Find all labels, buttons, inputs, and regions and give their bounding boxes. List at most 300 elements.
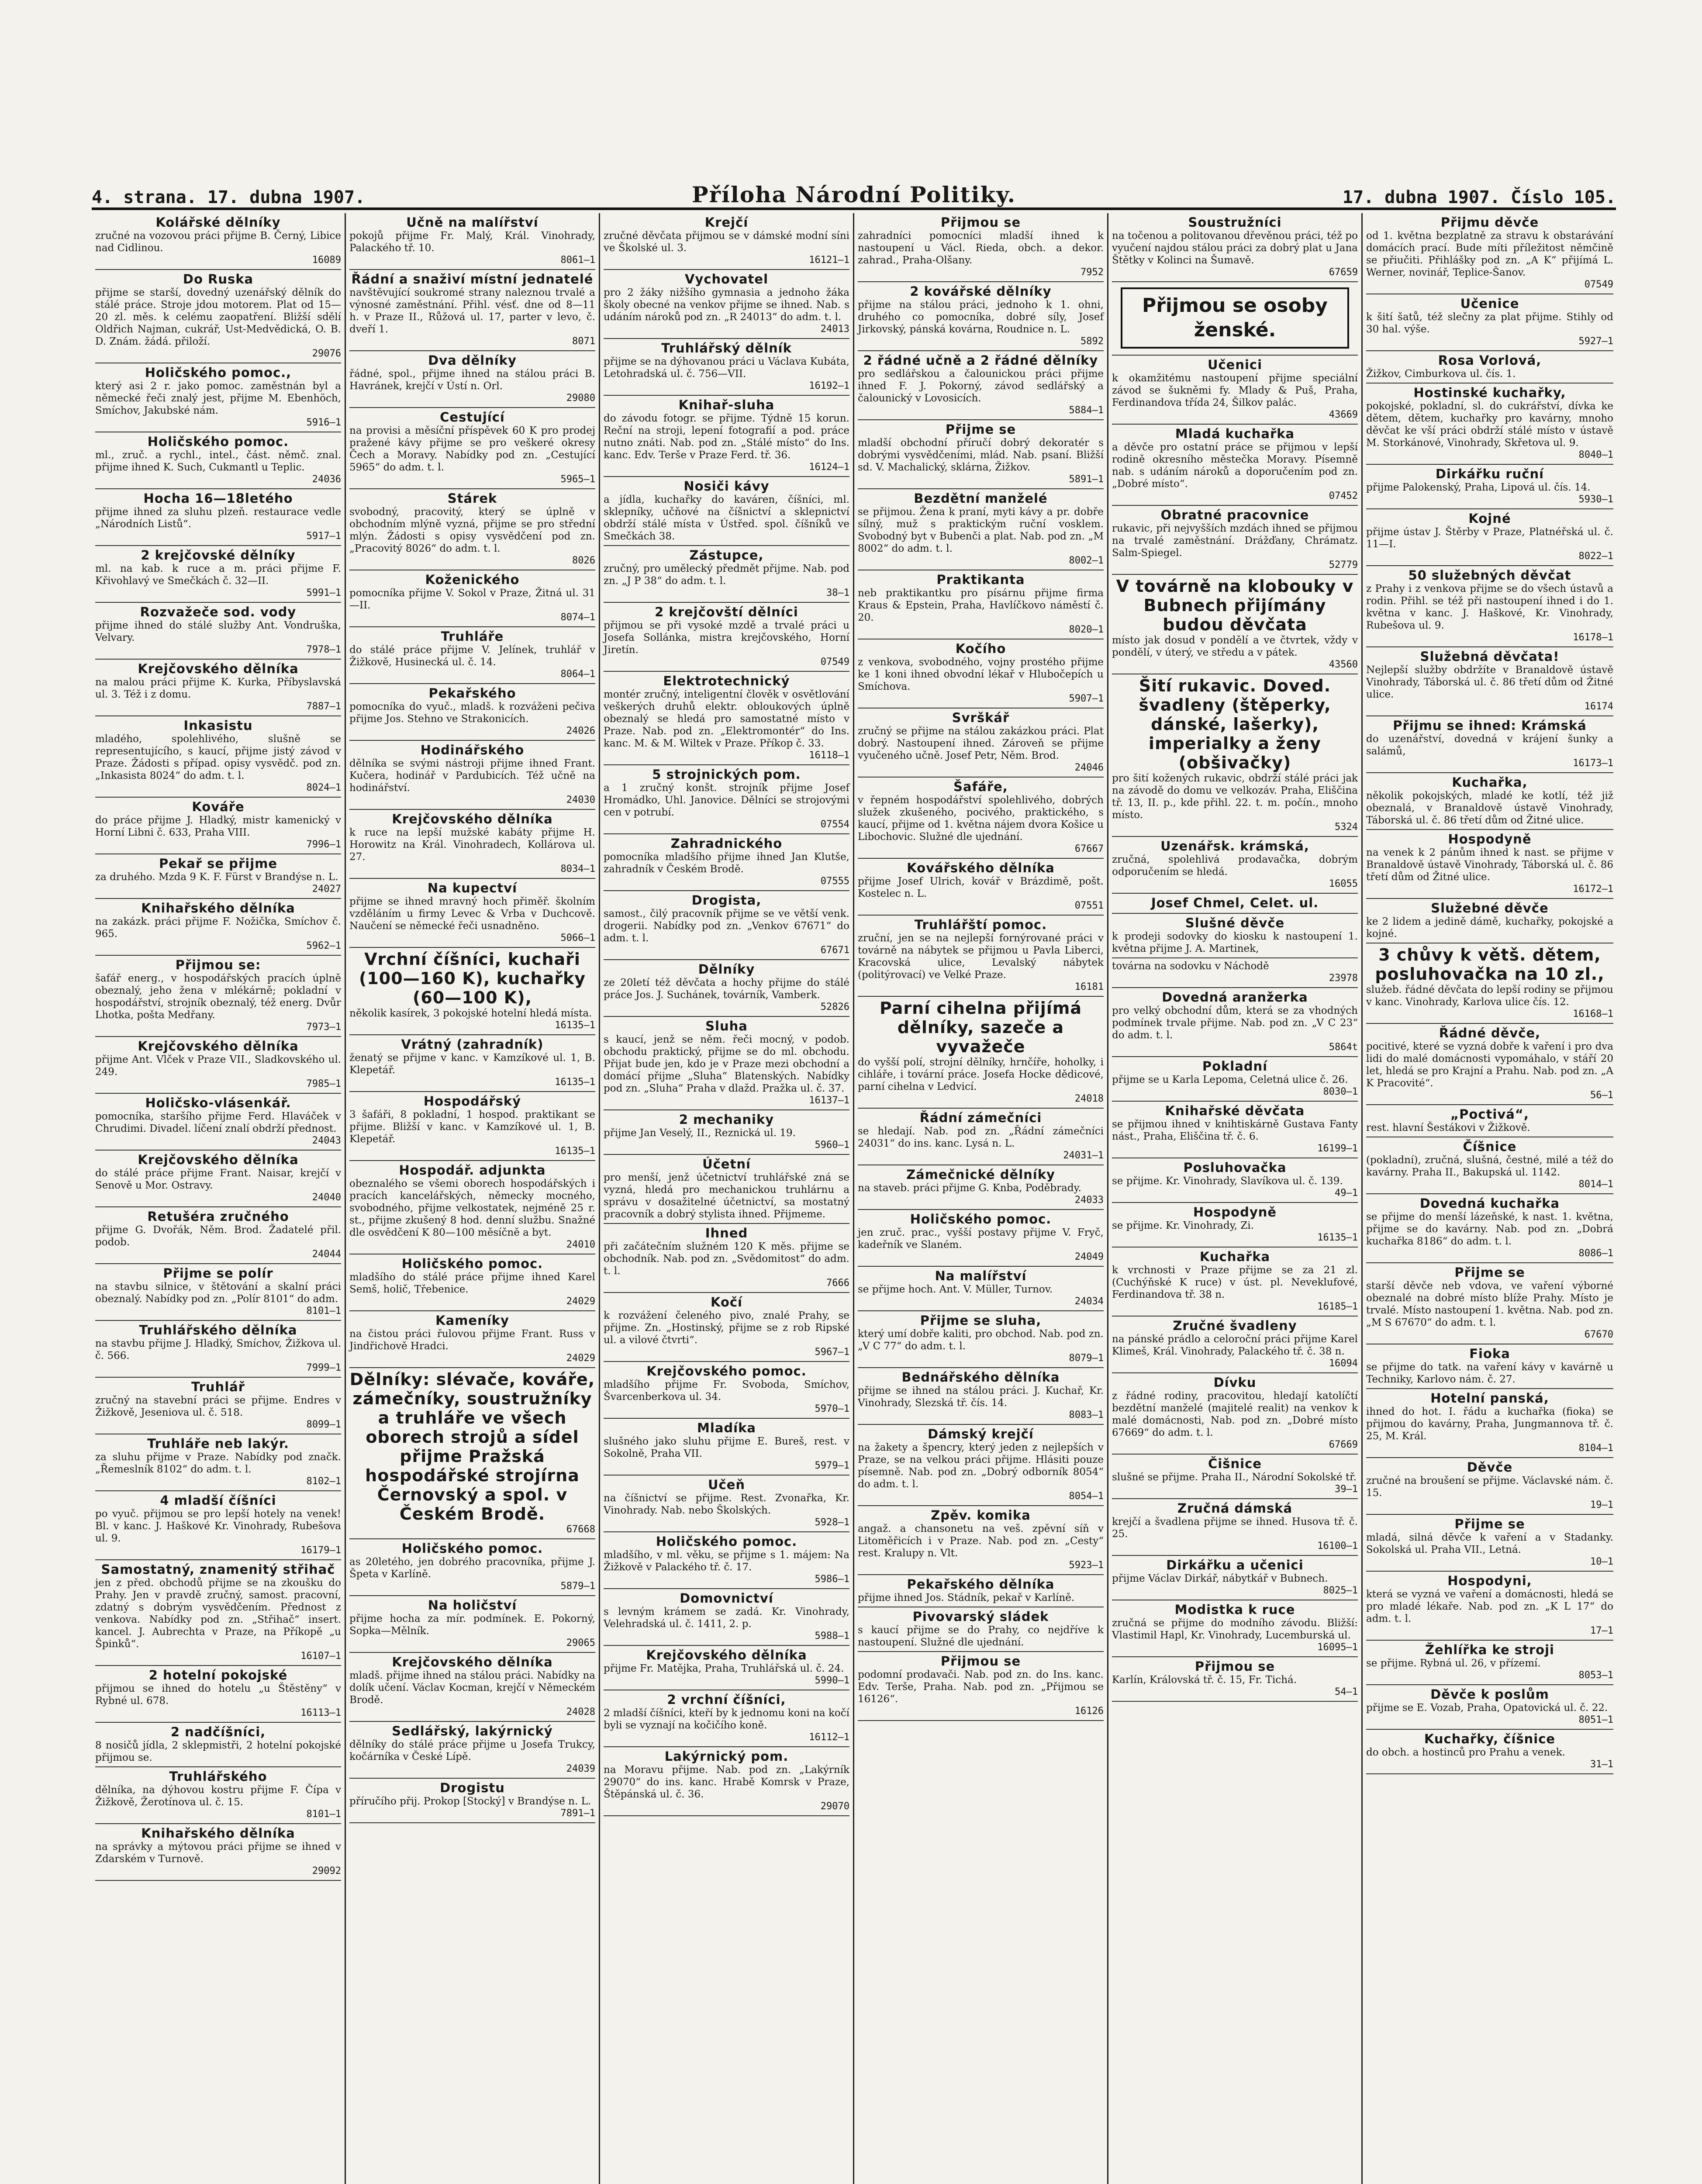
classified-ad xyxy=(604,1224,849,1293)
ad-code: 5979—1 xyxy=(815,1460,849,1471)
ad-heading: Učeň xyxy=(708,1477,746,1492)
ad-heading: Holičského pomoc. xyxy=(910,1212,1052,1227)
ad-code: 16089 xyxy=(312,255,341,266)
classified-ad xyxy=(349,408,595,489)
classified-ad xyxy=(858,1425,1104,1506)
ad-text: (pokladní), zručná, slušná, čestné, milé a též do kavárny. Praha II., Bakupská ul. 1142. xyxy=(1366,1154,1613,1178)
ad-heading: 2 hotelní pokojské xyxy=(148,1668,288,1683)
ad-heading: Přijmou se xyxy=(940,1654,1021,1669)
classified-ad xyxy=(95,1824,341,1881)
classified-ad xyxy=(604,1293,849,1362)
classified-ad xyxy=(604,477,849,546)
ad-code: 29070 xyxy=(820,1801,849,1812)
ad-heading: Přijmu se ihned: Krámská xyxy=(1393,718,1587,733)
ad-heading: Děvče k poslům xyxy=(1430,1687,1549,1702)
ad-text: šafář energ., v hospodářských pracích úplně obeznalý, jeho žena v mlékárně; pokladní v hospodářství, strojník obeznalý, též energ. Dvůr Lhotka, pošta Medřany. xyxy=(95,973,341,1021)
classified-ad xyxy=(349,1161,595,1254)
classified-ad xyxy=(349,570,595,627)
ad-text: přijme Josef Ulrich, kovář v Brázdimě, pošt. Kostelec n. L. xyxy=(858,876,1104,899)
ad-text: při začátečním služném 120 K měs. přijme se obchodník. Nab. pod zn. „Svědomitost“ do adm. t. l. xyxy=(604,1241,849,1277)
ad-text: slušného jako sluhu přijme E. Bureš, rest. v Sokolně, Praha VII. xyxy=(604,1436,849,1459)
ad-text: továrna na sodovku v Náchodě xyxy=(1112,961,1269,972)
classified-ad xyxy=(604,213,849,270)
ad-code: 8014—1 xyxy=(1578,1179,1613,1190)
classified-ad xyxy=(1112,1248,1358,1317)
ad-heading: Zpěv. komika xyxy=(931,1508,1031,1523)
ad-code: 5907—1 xyxy=(1069,693,1104,704)
ad-text: příručího přij. Prokop [Stocký] v Brandýse n. L. xyxy=(349,1796,591,1807)
ad-heading: Dělníky xyxy=(698,962,755,977)
ad-heading: Krejčovského dělníka xyxy=(392,1655,553,1669)
ad-code: 16095—1 xyxy=(1317,1642,1358,1653)
ad-text: podomní prodavači. Nab. pod zn. do Ins. kanc. Edv. Terše, Praha. Nab. pod zn. „Přijmou se 16126“. xyxy=(858,1669,1104,1705)
classified-ad xyxy=(604,1476,849,1532)
ad-text: přijme G. Dvořák, Něm. Brod. Žadatelé přil. podob. xyxy=(95,1224,341,1248)
ad-code: 16112—1 xyxy=(809,1732,849,1743)
ad-heading: Bednářského dělníka xyxy=(901,1370,1060,1385)
classified-ad xyxy=(604,339,849,396)
classified-ad xyxy=(1112,282,1358,356)
ad-heading: Drogistu xyxy=(440,1780,505,1795)
classified-ad xyxy=(1112,1102,1358,1158)
ad-text: pomocníka do vyuč., mladš. k rozváženi pečiva přijme Jos. Stehno ve Strakonicích. xyxy=(349,701,595,725)
ad-text: místo jak dosud v pondělí a ve čtvrtek, vždy v pondělí, v úterý, ve středu a v pátek. xyxy=(1112,635,1358,658)
ad-heading: Uzenářsk. krámská, xyxy=(1160,839,1309,854)
ad-heading: Knihařské děvčata xyxy=(1165,1103,1305,1118)
ad-code: 5970—1 xyxy=(815,1403,849,1414)
ad-text: do obch. a hostinců pro Prahu a venek. xyxy=(1366,1747,1565,1758)
classified-ad xyxy=(349,270,595,351)
ad-heading: 2 krejčovští dělníci xyxy=(655,605,798,619)
classified-ad xyxy=(604,672,849,765)
ad-heading: Praktikanta xyxy=(936,572,1025,587)
classified-ad xyxy=(95,270,341,363)
ad-text: zručný na stavební práci se přijme. Endres v Žižkově, Jeseniova ul. č. 518. xyxy=(95,1395,341,1418)
ad-text: z Prahy i z venkova přijme se do všech ústavů a rodin. Přihl. se též při nastoupení ihned i do 1. května v kanc. J. Haškové, Kr. Vinohrady, Rubešova ul. 9. xyxy=(1366,583,1613,631)
ad-heading: Přijme se xyxy=(945,422,1016,437)
column-1 xyxy=(92,213,346,2184)
ad-code: 8030—1 xyxy=(1323,1086,1358,1097)
ad-text: 8 nosičů jídla, 2 sklepmistři, 2 hotelní pokojské přijmou se. xyxy=(95,1740,341,1763)
ad-text: přijme ústav J. Štěrby v Praze, Platnéřská ul. č. 11—I. xyxy=(1366,526,1613,550)
ad-code: 56—1 xyxy=(1590,1090,1613,1101)
ad-heading: Přijmou se xyxy=(1195,1659,1275,1674)
ad-heading: Kováře xyxy=(192,799,245,814)
ad-code: 8025—1 xyxy=(1323,1585,1358,1596)
ad-heading: 2 kovářské dělníky xyxy=(910,284,1052,299)
ad-code: 07549 xyxy=(820,657,849,667)
ad-text: zručná, spolehlivá prodavačka, dobrým odporučením se hledá. xyxy=(1112,854,1358,878)
ad-text: pomocníka mladšího přijme ihned Jan Klutše, zahradník v Českém Brodě. xyxy=(604,851,849,875)
classified-ad xyxy=(349,684,595,741)
ad-heading: Sluha xyxy=(705,1019,748,1033)
ad-heading: Vrátný (zahradník) xyxy=(401,1037,544,1052)
ad-text: pro velký obchodní dům, která se za vhodných podmínek trvale přijme. Nab. pod zn. „V C 23“ do adm. t. l. xyxy=(1112,1005,1358,1041)
column-3 xyxy=(600,213,854,2184)
ad-text: montér zručný, inteligentní člověk v osvětlování veškerých druhů elektr. obloukových úplně obeznalý se hledá pro samostatné místo v Praze. Nab. pod zn. „Elektromontér“ do Ins. kanc. M. & M. Wiltek v Praze. Příkop č. 33. xyxy=(604,689,849,749)
classified-ad xyxy=(1366,1137,1613,1194)
ad-text: z řádné rodiny, pracovitou, hledají katolíčtí bezdětní manželé (majitelé realit) na venkov k malé domácnosti, Nab. pod zn. „Dobré místo 67669“ do adm. t. l. xyxy=(1112,1390,1358,1438)
ad-heading: Krejčovského dělníka xyxy=(138,1039,299,1054)
ad-code: 24013 xyxy=(820,324,849,335)
ad-code: 24029 xyxy=(566,1353,595,1364)
classified-ad xyxy=(604,270,849,339)
ad-heading: Obratné pracovnice xyxy=(1160,508,1309,522)
classified-ad xyxy=(858,1210,1104,1267)
ad-text: 2 mladší číšníci, kteří by k jednomu koni na kočí byli se vyznají na kočičího koně. xyxy=(604,1707,849,1731)
ad-text: přijme se ihned na stálou práci. J. Kuchař, Kr. Vinohrady, Slezská tř. čís. 14. xyxy=(858,1385,1104,1409)
ad-code: 24026 xyxy=(566,726,595,736)
classified-ad xyxy=(1366,294,1613,351)
ad-text: as 20letého, jen dobrého pracovníka, přijme J. Špeta v Karlíně. xyxy=(349,1556,595,1580)
ad-heading: Pekařského dělníka xyxy=(907,1577,1055,1592)
ad-text: do vyšší polí, strojní dělníky, hrnčíře, hoholky, i cihláře, i tovární práce. Josefa Hocke dědicové, parní cihelna v Ledvicí. xyxy=(858,1057,1104,1092)
ad-text: se přijme. Kr. Vinohrady, Slavíkova ul. č. 139. xyxy=(1112,1175,1343,1187)
ad-text: mladš. přijme ihned na stálou práci. Nabídky na dolík učení. Václav Kocman, krejčí v Německém Brodě. xyxy=(349,1670,595,1706)
classified-ad xyxy=(1112,1317,1358,1373)
ad-text: ml., zruč. a rychl., intel., část. němč. znal. přijme ihned K. Such, Cukmantl u Teplic. xyxy=(95,449,341,473)
ad-code: 16118—1 xyxy=(809,750,849,761)
classified-ad xyxy=(95,1666,341,1723)
ad-text: zručný se přijme na stálou zakázkou práci. Plat dobrý. Nastoupení ihned. Zároveň se přijme vyučeného učně. Josef Petr, Něm. Brod. xyxy=(858,726,1104,761)
classified-ad xyxy=(349,741,595,810)
ad-code: 5967—1 xyxy=(815,1347,849,1358)
ad-code: 24040 xyxy=(312,1192,341,1203)
ad-code: 5990—1 xyxy=(815,1675,849,1686)
ad-text: mladšího, v ml. věku, se přijme s 1. májem: Na Žižkově v Palackého tř. č. 17. xyxy=(604,1549,849,1573)
ad-code: 52826 xyxy=(820,1002,849,1013)
ad-heading: Hostinské kuchařky, xyxy=(1413,385,1566,400)
ad-text: zručné děvčata přijmou se v dámské modní síni ve Školské ul. 3. xyxy=(604,230,849,254)
ad-heading: Krejčovského dělníka xyxy=(392,812,553,826)
header-left: 4. strana. 17. dubna 1907. xyxy=(92,187,366,207)
classified-ad xyxy=(95,798,341,854)
ad-heading: Truhlářského xyxy=(169,1769,267,1784)
classified-ad xyxy=(858,859,1104,916)
ad-code: 24031—1 xyxy=(1063,1150,1104,1161)
ad-code: 8101—1 xyxy=(306,1306,341,1317)
classified-ad xyxy=(1366,1263,1613,1344)
ad-heading: 2 řádné učně a 2 řádné dělníky xyxy=(863,353,1098,368)
newspaper-title: Příloha Národní Politiky. xyxy=(692,182,1016,207)
ad-heading: Přijme se xyxy=(1454,1517,1525,1531)
ad-heading: Pekařského xyxy=(428,686,516,701)
ad-code: 5965—1 xyxy=(560,474,595,485)
ad-text: ženatý se přijme v kanc. v Kamzíkové ul. 1, B. Klepetář. xyxy=(349,1052,595,1076)
ad-text: k ruce na lepší mužské kabáty přijme H. Horowitz na Král. Vinohradech, Kollárova ul. 27. xyxy=(349,827,595,863)
ad-heading: Kameníky xyxy=(435,1313,509,1328)
classified-ad xyxy=(858,489,1104,570)
ad-heading: Sedlářský, lakýrnický xyxy=(392,1724,553,1738)
ad-text: od 1. května bezplatně za stravu k obstarávání domácích prací. Bude míti příležitost němčině se přiučiti. Přihlášky pod zn. „A K“ přijímá L. Werner, novinář, Teplice-Šanov. xyxy=(1366,230,1613,278)
classified-ad xyxy=(858,1368,1104,1425)
classified-ad xyxy=(1366,213,1613,294)
ad-code: 54—1 xyxy=(1335,1686,1358,1697)
ad-heading: Na kupectví xyxy=(427,881,518,895)
ad-code: 16178—1 xyxy=(1573,632,1613,643)
ad-text: neb praktikantku pro písárnu přijme firma Kraus & Epstein, Praha, Havlíčkovo náměstí č. 20. xyxy=(858,587,1104,623)
ad-text: zruční, jen se na nejlepší fornýrované práci v továrně na nábytek se přijmou u Pavla Liberci, Kracovská ulice, Levalský nábytek (politýrovací) ve Velké Praze. xyxy=(858,933,1104,981)
ad-heading: Posluhovačka xyxy=(1183,1160,1287,1175)
classified-ad xyxy=(1112,1455,1358,1499)
ad-text: samost., čilý pracovník přijme se ve větší venk. drogerii. Nabídky pod zn. „Venkov 67671“ do adm. t. l. xyxy=(604,908,849,944)
ad-text: z venkova, svobodného, vojny prostého přijme ke 1 koni ihned obvodní lékař v Hlubočepích u Smíchova. xyxy=(858,657,1104,692)
ad-heading: Hotelní panská, xyxy=(1430,1391,1549,1406)
ad-heading: Zručná dámská xyxy=(1177,1501,1293,1516)
ad-code: 29092 xyxy=(312,1866,341,1876)
ad-code: 10—1 xyxy=(1590,1556,1613,1567)
ad-heading: Hospodyni, xyxy=(1447,1573,1532,1588)
ad-text: zahradníci pomocníci mladší ihned k nastoupení u Václ. Rieda, obch. a dekor. zahrad., Praha-Olšany. xyxy=(858,230,1104,266)
ad-code: 52779 xyxy=(1329,560,1358,570)
ad-heading: 3 chůvy k větš. dětem, posluhovačka na 10 zl., xyxy=(1375,945,1605,984)
ad-code: 07554 xyxy=(820,819,849,830)
column-6 xyxy=(1363,213,1617,2184)
classified-ad xyxy=(95,1264,341,1321)
classified-ad xyxy=(1112,988,1358,1057)
classified-ad xyxy=(1112,674,1358,837)
classified-ad xyxy=(858,1506,1104,1575)
ad-heading: Žehlířka ke stroji xyxy=(1425,1642,1554,1657)
ad-code: 5884—1 xyxy=(1069,405,1104,416)
ad-heading: Zahradnického xyxy=(670,836,783,851)
ad-text: Nejlepší služby obdržíte v Branaldově ústavě Vinohrady, Táborská ul. č. 86 třetí dům od Žitné ulice. xyxy=(1366,664,1613,700)
ad-code: 43669 xyxy=(1329,409,1358,420)
classified-ad xyxy=(349,1539,595,1596)
ad-code: 16107—1 xyxy=(300,1651,341,1662)
ad-heading: Dámský krejčí xyxy=(928,1427,1034,1441)
ad-text: na točenou a politovanou dřevěnou práci, též po vyučení najdou stálou práci za dobrý plat u Jana Štětky v Kolinci na Šumavě. xyxy=(1112,230,1358,266)
ad-code: 16100—1 xyxy=(1317,1541,1358,1552)
ad-heading: Přijmou se xyxy=(940,215,1021,230)
ad-heading: Lakýrnický pom. xyxy=(664,1749,789,1764)
classified-ad xyxy=(858,1165,1104,1210)
ad-text: krejčí a švadlena přijme se ihned. Husova tř. č. 25. xyxy=(1112,1516,1358,1540)
ad-text: angaž. a chansonetu na veš. zpěvní síň v Litoměřicích i v Praze. Nab. pod zn. „Cesty“ rest. Kralupy n. Vlt. xyxy=(858,1523,1104,1559)
ad-heading: Přijme se sluha, xyxy=(920,1313,1042,1328)
ad-text: přijme ihned Jos. Stádník, pekař v Karlíně. xyxy=(858,1592,1075,1603)
ad-code: 8099—1 xyxy=(306,1419,341,1430)
classified-ad xyxy=(1112,575,1358,674)
classified-ad xyxy=(1112,1499,1358,1556)
classified-ad xyxy=(604,1155,849,1224)
ad-code: 16137—1 xyxy=(809,1095,849,1106)
classified-ad xyxy=(1366,1105,1613,1137)
ad-text: se přijme. Kr. Vinohrady, Zi. xyxy=(1112,1220,1254,1231)
ad-text: přijme se starší, dovedný uzenářský dělník do stálé práce. Stroje jdou motorem. Plat od 15—20 zl. měs. k celému zaopatření. Bližší sdělí Oldřich Najman, cukrář, Ust-Medvědická, O. B. D. Znám. žádá. přiloží. xyxy=(95,287,341,347)
ad-code: 16168—1 xyxy=(1573,1009,1613,1019)
ad-text: k vrchnosti v Praze přijme se za 21 zl. (Cuchýňské K ruce) v úst. pl. Neveklufové, Ferdinandova tř. 38 n. xyxy=(1112,1265,1358,1300)
classified-ad xyxy=(858,1575,1104,1607)
classified-ad xyxy=(604,1532,849,1589)
ad-code: 43560 xyxy=(1329,659,1358,670)
classified-ad xyxy=(858,282,1104,351)
ad-heading: Inkasistu xyxy=(183,718,253,733)
classified-ad xyxy=(349,1653,595,1722)
ad-text: několik kasírek, 3 pokojské hotelní hledá místa. xyxy=(349,1008,592,1019)
ad-code: 67669 xyxy=(1329,1439,1358,1450)
ad-code: 7973—1 xyxy=(306,1022,341,1033)
ad-code: 38—1 xyxy=(826,587,849,598)
ad-code: 24044 xyxy=(312,1249,341,1260)
ad-text: pokojů přijme Fr. Malý, Král. Vinohrady, Palackého tř. 10. xyxy=(349,230,595,254)
classified-ad xyxy=(604,396,849,477)
ad-text: pro 2 žáky nižšího gymnasia a jednoho žáka školy obecné na venkov přijme se ihned. Nab. s udáním nároků pod zn. „R 24013“ do adm. t. l. xyxy=(604,287,849,323)
ad-text: pokojské, pokladní, sl. do cukrářství, dívka ke dětem, dětem, kuchařky pro kavárny, mnoho děvčat ke vší práci obdrží stálé místo v ústavě M. Storkánové, Vinohrady, Skřetova ul. 9. xyxy=(1366,401,1613,449)
ad-code: 19—1 xyxy=(1590,1500,1613,1510)
classified-ad xyxy=(95,546,341,603)
ad-code: 24029 xyxy=(566,1296,595,1307)
ad-text: na provisi a měsíční příspěvek 60 K pro prodej pražené kávy přijme se pro veškeré okresy Čech a Moravy. Nabídky pod zn. „Cestující 5965“ do adm. t. l. xyxy=(349,425,595,473)
ad-heading: Holičského pomoc. xyxy=(401,1541,543,1556)
ad-heading: Šití rukavic. Doved. švadleny (štěperky, dánské, lašerky), imperialky a ženy (obšivačky) xyxy=(1139,676,1331,772)
classified-ad xyxy=(1366,1458,1613,1515)
ad-text: 3 šafáři, 8 pokladní, 1 hospod. praktikant se přijme. Bližší v kanc. v Kamzíkové ul. 1, B. Klepetář. xyxy=(349,1109,595,1145)
classified-ad xyxy=(604,1362,849,1419)
ad-text: na stavbu silnice, v štětování a skalní práci obeznalý. Nabídky pod zn. „Polír 8101“ do adm. xyxy=(95,1281,341,1305)
ad-text: do práce přijme J. Hladký, mistr kamenický v Horní Libni č. 633, Praha VIII. xyxy=(95,815,341,838)
ad-text: na venek k 2 pánům ihned k nast. se přijme v Branaldově ústavě Vinohrady, Táborská ul. č. 86 třetí dům od Žitné ulice. xyxy=(1366,847,1613,883)
classified-ad xyxy=(95,489,341,546)
ad-heading: Mladíka xyxy=(697,1420,756,1435)
classified-ad xyxy=(858,1607,1104,1652)
boxed-section-heading: Přijmou se osoby ženské. xyxy=(1121,287,1349,349)
ad-code: 5864t xyxy=(1329,1042,1358,1053)
ad-heading: 2 mechaniky xyxy=(679,1112,774,1127)
ad-text: zručné na vozovou práci přijme B. Černý, Libice nad Cidlinou. xyxy=(95,230,341,254)
classified-ad xyxy=(95,899,341,956)
ad-text: mladšího přijme Fr. Svoboda, Smíchov, Švarcenberkova ul. 34. xyxy=(604,1379,849,1403)
ad-code: 16199—1 xyxy=(1317,1143,1358,1154)
ad-code: 16135—1 xyxy=(555,1146,595,1157)
classified-ad xyxy=(604,546,849,603)
classified-ad xyxy=(349,948,595,1035)
ad-text: k šití šatů, též slečny za plat přijme. Stihly od 30 hal. výše. xyxy=(1366,311,1613,335)
classified-ad xyxy=(1112,1556,1358,1600)
classified-ad xyxy=(1366,1024,1613,1105)
classified-ad xyxy=(1366,773,1613,830)
ad-heading: Kočího xyxy=(955,641,1006,656)
ad-text: řádné, spol., přijme ihned na stálou práci B. Havránek, krejčí v Ústí n. Orl. xyxy=(349,368,595,392)
ad-heading: Kojné xyxy=(1468,511,1511,526)
ad-text: obeznalého se všemi oborech hospodářských i pracích kancelářských, německy mocného, svobodného, přijme velkostatek, nejméně 25 r. st., přijme zkušený 8 hod. denní službu. Snažné dle osvědčení K 80—100 měsíčně a byt. xyxy=(349,1178,595,1238)
classified-ad xyxy=(349,213,595,270)
ad-heading: Fioka xyxy=(1469,1346,1510,1361)
ad-code: 07452 xyxy=(1329,491,1358,501)
classified-ad xyxy=(604,603,849,672)
ad-text: s levným krámem se zadá. Kr. Vinohrady, Velehradská ul. č. 1411, 2. p. xyxy=(604,1606,849,1630)
ad-text: se přijme do menší lázeňské, k nast. 1. května, přijme se do kavárny. Nab. pod zn. „Dobrá kuchařka 8186“ do adm. t. l. xyxy=(1366,1211,1613,1247)
ad-code: 16094 xyxy=(1329,1358,1358,1369)
ad-heading: Holičského pomoc. xyxy=(147,434,289,449)
ad-heading: 5 strojnických pom. xyxy=(652,767,801,782)
classified-ad xyxy=(858,916,1104,997)
ad-code: 24043 xyxy=(312,1135,341,1146)
ad-code: 8074—1 xyxy=(560,612,595,623)
ad-text: se přijme hoch. Ant. V. Müller, Turnov. xyxy=(858,1284,1053,1295)
ad-heading: Pekař se přijme xyxy=(159,856,278,871)
ad-text: jen zruč. prac., vyšší postavy přijme V. Fryč, kadeřník ve Slaném. xyxy=(858,1227,1104,1251)
ad-text: několik pokojských, mladé ke kotlí, též již obeznalá, v Branaldově ústavě Vinohrady, Táborská ul. č. 86 třetí dům od Žitné ulice. xyxy=(1366,790,1613,826)
ad-code: 24030 xyxy=(566,795,595,805)
ad-text: který asi 2 r. jako pomoc. zaměstnán byl a německé řeči znalý jest, přijme M. Ebenhöch, Smíchov, Jakubské nám. xyxy=(95,380,341,416)
classified-ad xyxy=(1366,1685,1613,1730)
ad-code: 16179—1 xyxy=(300,1545,341,1556)
classified-ad xyxy=(1112,425,1358,506)
ad-heading: Dělníky: slévače, kováře, zámečníky, soustružníky a truhláře ve všech oborech strojů a sídel přijme Pražská hospodářské strojírna Černovský a spol. v Českém Brodě. xyxy=(349,1370,595,1524)
ad-text: přijme ihned do stálé služby Ant. Vondruška, Velvary. xyxy=(95,620,341,643)
ad-text: pomocníka, staršího přijme Ferd. Hlaváček v Chrudimi. Divadel. líčení znalí obdrží přednost. xyxy=(95,1111,341,1134)
ad-heading: Dva dělníky xyxy=(428,353,517,368)
ad-heading: Kočí xyxy=(710,1295,743,1310)
classified-ad xyxy=(1366,1344,1613,1389)
ad-heading: Retušéra zručného xyxy=(147,1209,289,1224)
classified-ad xyxy=(349,489,595,570)
ad-heading: Krejčí xyxy=(704,215,749,230)
ad-code: 24049 xyxy=(1074,1251,1104,1262)
ad-heading: Pokladní xyxy=(1202,1059,1268,1074)
ad-heading: Děvče xyxy=(1467,1460,1513,1475)
ad-code: 5928—1 xyxy=(815,1517,849,1528)
ad-heading: Pivovarský sládek xyxy=(912,1609,1049,1624)
classified-ad xyxy=(1112,506,1358,575)
ad-heading: Zručné švadleny xyxy=(1173,1318,1297,1333)
ad-heading: Hospodář. adjunkta xyxy=(399,1163,546,1178)
ad-text: navštěvující soukromé strany naleznou trvalé a výnosné zaměstnání. Přihl. vésť. dne od 8—11 h. v Praze II., Růžová ul. 17, parter v levo, č. dveří 1. xyxy=(349,287,595,335)
ad-text: dělníka, na dýhovou kostru přijme F. Čípa v Žižkově, Žerotínova ul. č. 15. xyxy=(95,1784,341,1808)
ad-heading: Na malířství xyxy=(935,1268,1027,1283)
classified-ad xyxy=(349,1722,595,1779)
ad-text: pro šití kožených rukavic, obdrží stálé práci jak na závodě do domu ve velkozáv. Praha, Eliščina tř. 13, II. p., kde přihl. 22. t. m. počín., mnoho místo. xyxy=(1112,773,1358,821)
ad-text: ze 20letí též děvčata a hochy přijme do stálé práce Jos. J. Suchánek, továrník, Vamberk. xyxy=(604,977,849,1001)
classified-ad xyxy=(95,1037,341,1094)
classified-ad xyxy=(95,213,341,270)
ad-heading: Slušné děvče xyxy=(1185,916,1285,930)
ad-heading: Truhlář xyxy=(191,1379,245,1394)
ad-text: starší děvče neb vdova, ve vaření výborné obeznalé na dobré místo blíže Prahy. Místo je trvalé. Místo nastoupení 1. května. Nab. pod zn. „M S 67670“ do adm. t. l. xyxy=(1366,1280,1613,1328)
ad-code: 24028 xyxy=(566,1707,595,1717)
ad-heading: 2 vrchní číšníci, xyxy=(667,1692,786,1707)
ad-code: 5892 xyxy=(1081,336,1104,347)
ad-text: Žižkov, Cimburkova ul. čís. 1. xyxy=(1366,368,1516,380)
ad-heading: Hospodářský xyxy=(423,1094,521,1109)
ad-heading: Dovedná aranžerka xyxy=(1162,990,1308,1005)
ad-code: 8024—1 xyxy=(306,782,341,793)
ad-heading: Krejčovského dělníka xyxy=(138,1152,299,1167)
ad-text: přijme Ant. Vlček v Praze VII., Sladkovského ul. 249. xyxy=(95,1054,341,1078)
ad-text: ke 2 lidem a jedině dámě, kuchařky, pokojské a kojné. xyxy=(1366,916,1613,940)
classified-ad xyxy=(1112,213,1358,282)
ad-text: pocitivé, které se vyzná dobře k vaření i pro dva lidi do malé domácnosti vypomáhalo, v stáří 20 let, hledá se pro Krajní a Prahu. Nab. pod zn. „A K Pracovité“. xyxy=(1366,1041,1613,1089)
ad-heading: Holičského pomoc. xyxy=(656,1534,797,1549)
ad-text: na zakázk. práci přijme F. Nožička, Smíchov č. 965. xyxy=(95,916,341,940)
ad-code: 24039 xyxy=(566,1763,595,1774)
classified-ad xyxy=(1366,1641,1613,1685)
ad-text: na malou práci přijme K. Kurka, Příbyslavská ul. 3. Též i z domu. xyxy=(95,677,341,700)
ad-text: na číšnictví se přijme. Rest. Zvonařka, Kr. Vinohrady. Nab. nebo Školských. xyxy=(604,1493,849,1516)
ad-heading: Kuchařka, xyxy=(1452,775,1528,790)
classified-ad xyxy=(858,1652,1104,1721)
ad-text: mladého, spolehlivého, slušně se representujícího, s kaucí, přijme jistý závod v Praze. Žádosti s případ. opisy vysvědč. pod zn. „Inkasista 8024“ do adm. t. l. xyxy=(95,733,341,781)
ad-code: 7887—1 xyxy=(306,701,341,712)
ad-text: slušné se přijme. Praha II., Národní Sokolské tř. xyxy=(1112,1472,1357,1483)
ad-heading: Krejčovského pomoc. xyxy=(646,1364,807,1379)
classified-ad xyxy=(95,363,341,432)
ad-heading: Kuchařka xyxy=(1199,1249,1270,1264)
classified-ad xyxy=(1112,958,1358,988)
classified-ad xyxy=(604,1017,849,1110)
classified-ad xyxy=(95,854,341,899)
